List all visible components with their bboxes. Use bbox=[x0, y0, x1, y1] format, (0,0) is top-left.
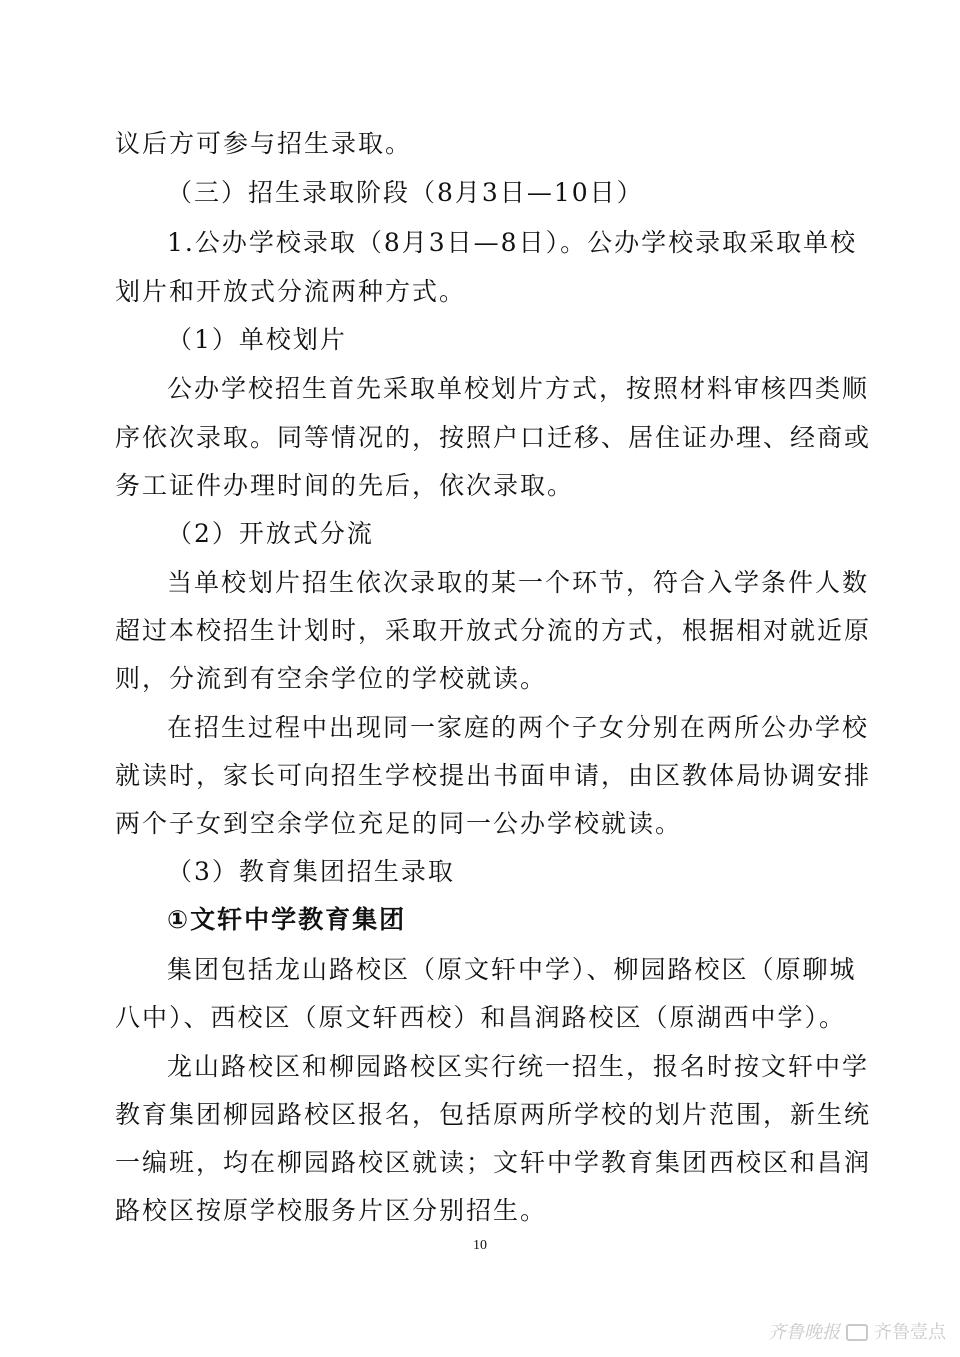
text-line: 划片和开放式分流两种方式。 bbox=[115, 277, 467, 306]
subsection-heading: （3）教育集团招生录取 bbox=[167, 857, 455, 886]
text-line: 教育集团柳园路校区报名，包括原两所学校的划片范围，新生统 bbox=[115, 1100, 872, 1129]
text-line: 龙山路校区和柳园路校区实行统一招生，报名时按文轩中学 bbox=[167, 1052, 870, 1081]
text-line: 公办学校招生首先采取单校划片方式，按照材料审核四类顺 bbox=[167, 374, 870, 403]
page-number: 10 bbox=[473, 1238, 487, 1253]
text-line: 超过本校招生计划时，采取开放式分流的方式，根据相对就近原 bbox=[115, 616, 872, 645]
text-line: 则，分流到有空余学位的学校就读。 bbox=[115, 664, 548, 693]
subsection-heading: （2）开放式分流 bbox=[167, 519, 374, 548]
text-line: 务工证件办理时间的先后，依次录取。 bbox=[115, 471, 575, 500]
text-line: 1.公办学校录取（8月3日—8日）。公办学校录取采取单校 bbox=[167, 228, 858, 257]
text-line: 八中）、西校区（原文轩西校）和昌润路校区（原湖西中学）。 bbox=[115, 1003, 847, 1032]
text-line: 在招生过程中出现同一家庭的两个子女分别在两所公办学校 bbox=[167, 713, 870, 742]
section-heading: （三）招生录取阶段（8月3日—10日） bbox=[167, 178, 644, 207]
text-line: 议后方可参与招生录取。 bbox=[115, 129, 413, 158]
group-heading: ①文轩中学教育集团 bbox=[167, 905, 407, 934]
text-line: 当单校划片招生依次录取的某一个环节，符合入学条件人数 bbox=[167, 568, 870, 597]
watermark-brand-text: 齐鲁壹点 bbox=[874, 1322, 946, 1343]
text-line: 一编班，均在柳园路校区就读；文轩中学教育集团西校区和昌润 bbox=[115, 1148, 872, 1177]
watermark bbox=[768, 1318, 946, 1344]
text-line: 路校区按原学校服务片区分别招生。 bbox=[115, 1196, 548, 1225]
text-line: 就读时，家长可向招生学校提出书面申请，由区教体局协调安排 bbox=[115, 761, 872, 790]
watermark-logo-text: 齐鲁晚报 bbox=[768, 1322, 840, 1343]
text-line: 两个子女到空余学位充足的同一公办学校就读。 bbox=[115, 809, 683, 838]
text-line: 序依次录取。同等情况的，按照户口迁移、居住证办理、经商或 bbox=[115, 423, 872, 452]
subsection-heading: （1）单校划片 bbox=[167, 325, 347, 354]
chat-bubble-icon bbox=[846, 1324, 868, 1341]
text-line: 集团包括龙山路校区（原文轩中学）、柳园路校区（原聊城 bbox=[167, 955, 857, 984]
